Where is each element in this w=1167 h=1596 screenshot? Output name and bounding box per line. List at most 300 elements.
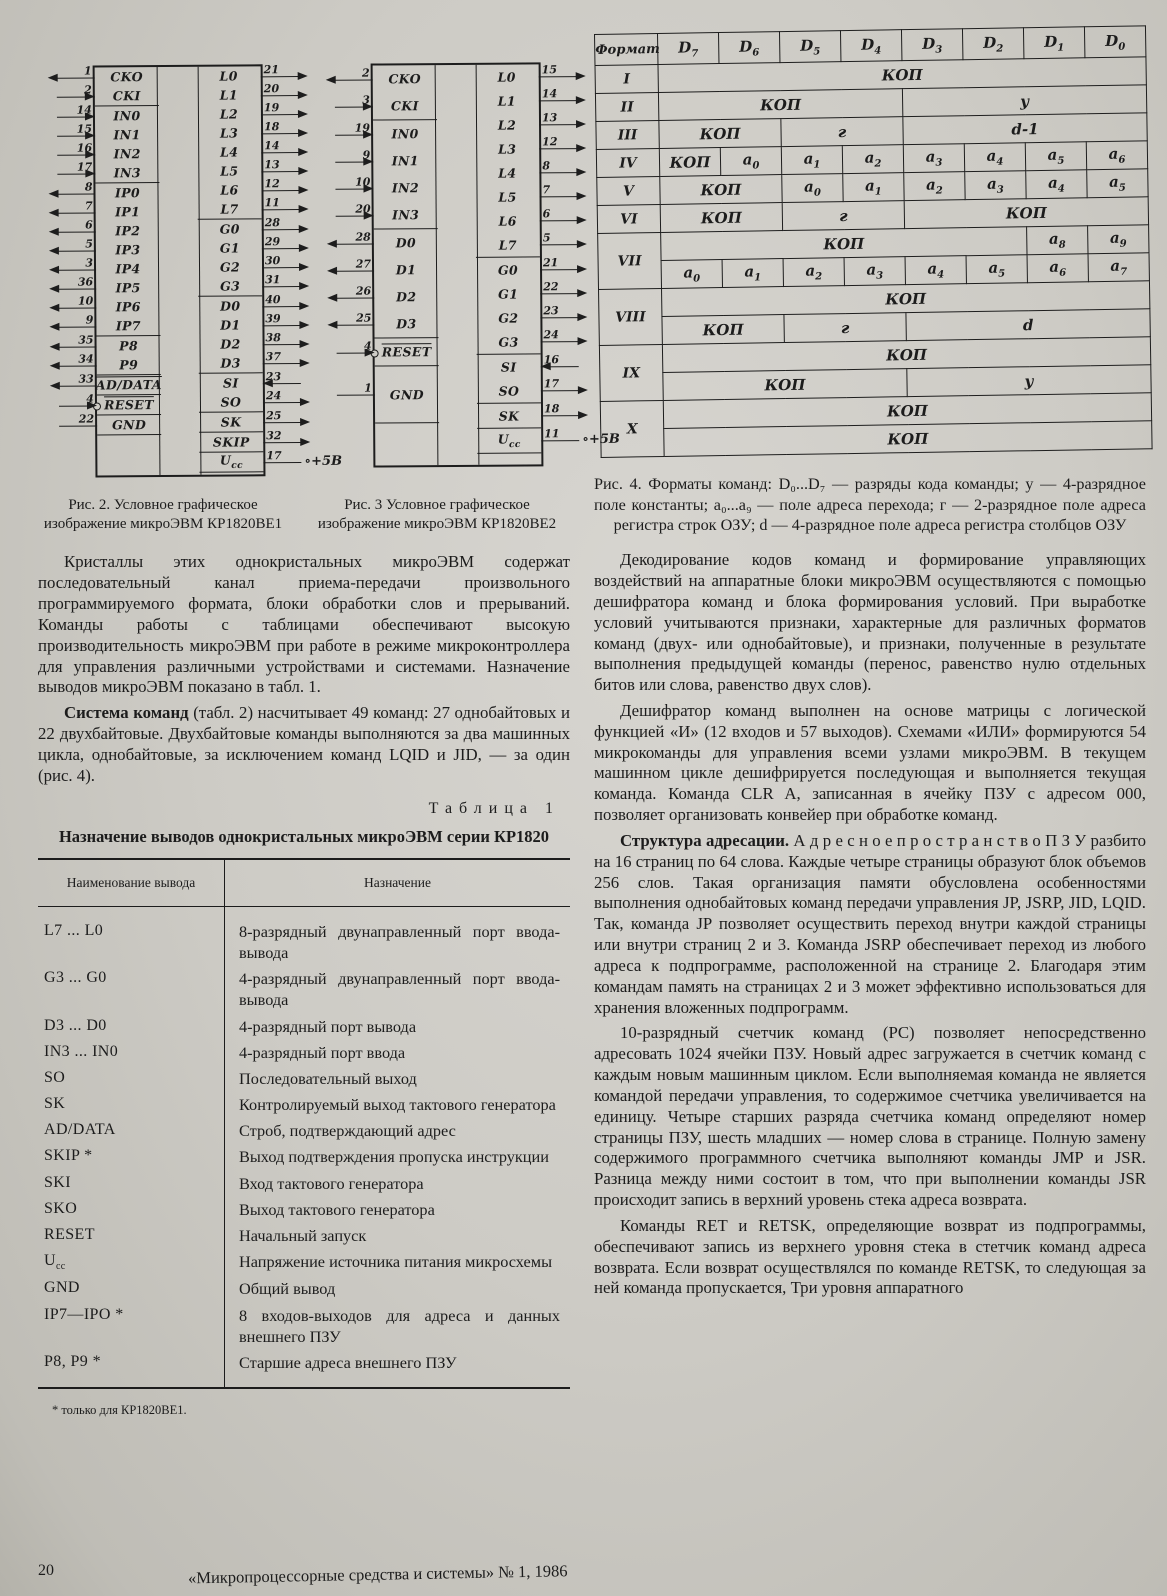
page-number: 20	[38, 1562, 54, 1579]
pin-row	[78, 351, 161, 374]
pin-description: 4-разрядный порт ввода	[239, 1042, 406, 1062]
pin-row	[362, 147, 437, 174]
figure-3-caption: Рис. 3 Условное графическое изображение микроЭВМ КР1820ВЕ2	[317, 497, 557, 533]
pin-row	[85, 217, 160, 240]
pin-row	[198, 330, 281, 353]
pin-label: RESET	[104, 397, 154, 413]
pin-label: IN1	[113, 127, 141, 143]
pin-label: IP2	[115, 223, 141, 239]
pin-number: 14	[541, 87, 558, 101]
pin-column	[354, 65, 439, 423]
pin-row	[85, 236, 160, 259]
pin-row	[85, 312, 160, 335]
pin-description: Последовательный выход	[239, 1068, 417, 1088]
pin-number: 2	[361, 66, 370, 80]
paragraph-lead: Система команд	[64, 703, 189, 723]
pin-name: G3 ... G0	[38, 966, 225, 1013]
pin-label: L6	[220, 182, 239, 198]
pin-label: L2	[497, 117, 517, 133]
pin-label: D2	[396, 289, 417, 305]
pin-name: L7 ... L0	[38, 906, 225, 965]
pin-group	[83, 63, 159, 106]
pin-row	[197, 62, 279, 85]
pin-number: 17	[76, 159, 93, 174]
pin-line	[261, 138, 299, 153]
format-label: III	[596, 120, 659, 149]
pin-number: 38	[265, 330, 281, 344]
pin-number: 28	[264, 215, 281, 229]
pin-label: $U_{cc}$	[219, 452, 243, 472]
pin-label: G0	[219, 221, 240, 237]
pin-label: SKIP	[212, 434, 250, 450]
pin-row	[355, 229, 438, 256]
pin-label: CKO	[388, 71, 422, 87]
pin-group	[78, 411, 161, 435]
pin-number: 16	[76, 140, 93, 155]
pin-number: 11	[264, 195, 280, 209]
pin-row	[475, 87, 558, 112]
pin-line	[57, 179, 95, 194]
pin-name: AD/DATA	[38, 1118, 225, 1144]
pin-number: 2	[84, 82, 92, 97]
pin-line	[541, 402, 579, 416]
pin-line	[539, 87, 577, 101]
pin-line	[58, 293, 96, 308]
pin-line	[262, 292, 300, 307]
pin-line	[263, 369, 301, 384]
pin-line	[262, 272, 300, 287]
pin-line	[261, 119, 299, 134]
pin-description: Строб, подтверждающий адрес	[239, 1121, 456, 1141]
pin-label: SK	[220, 414, 242, 430]
paragraph	[594, 831, 1146, 1018]
pin-label: L7	[498, 237, 518, 253]
format-field: d-1	[903, 113, 1147, 145]
pin-name: IP7—IPO *	[38, 1302, 225, 1349]
pin-row	[84, 198, 160, 221]
pin-row	[78, 332, 161, 355]
power-label: ∘+5В	[304, 453, 343, 469]
format-column-header: Формат	[595, 34, 658, 66]
pin-row	[84, 82, 159, 105]
pin-row	[354, 120, 437, 147]
paragraph: Кристаллы этих однокристальных микроЭВМ содержат последовательный канал приема-передачи произвольного программируемого формата, блоки обработки слов и прерываний. Команды работы с таблицами обеспечивают высокую производительность микроЭВМ при работе в режиме микроконтроллера для управления различными устройствами и системами. Назначение выводов микроЭВМ показано в табл. 1.	[38, 552, 570, 697]
figure-4-diagram	[594, 25, 1153, 458]
table-row	[38, 1092, 570, 1118]
pin-line	[541, 377, 579, 391]
pin-line	[57, 140, 95, 155]
format-field: $a_4$	[905, 256, 966, 285]
format-field: КОП	[658, 57, 1146, 93]
table-header-row	[38, 859, 570, 907]
pin-label: G3	[220, 278, 241, 294]
pin-row	[476, 207, 551, 232]
pin-row	[355, 283, 438, 310]
pin-label: IP0	[114, 185, 141, 201]
pin-label: L3	[497, 141, 517, 157]
format-label: VII	[598, 232, 662, 289]
pin-number: 22	[543, 280, 559, 294]
pin-label: CKI	[390, 98, 419, 114]
pin-column	[197, 62, 343, 472]
figure-4-caption: Рис. 4. Форматы команд: D₀...D₇ — разряды кода команды; у — 4-разрядное поле константы; a₀...a₉ — поле адреса перехода; г — 2-разрядное поле адреса регистра строк ОЗУ; d — 4-разрядное поле адреса регистра столбцов ОЗУ	[594, 475, 1146, 535]
pin-name: $U_{cc}$	[38, 1249, 225, 1276]
pin-description: Старшие адреса внешнего ПЗУ	[239, 1352, 457, 1372]
table-row	[38, 1065, 570, 1091]
pin-label: L6	[498, 213, 517, 229]
format-field: $a_9$	[1088, 225, 1149, 254]
format-field: $a_5$	[966, 255, 1027, 284]
pin-group	[355, 229, 439, 338]
pin-group	[78, 371, 162, 395]
pin-group	[198, 215, 281, 296]
pin-row	[477, 377, 560, 402]
pin-row	[199, 448, 343, 472]
pin-row	[199, 428, 282, 451]
pin-row	[78, 411, 161, 434]
pin-label: G3	[498, 334, 519, 350]
paragraph-text: (табл. 2) насчитывает 49 команд: 27 однобайтовых и 22 двухбайтовые. Двухбайтовые команды выполняются за два машинных цикла, однобайтовые, за исключением команд LQID и JID, — за один (рис. 4).	[38, 703, 570, 785]
pin-number: 6	[542, 207, 551, 221]
pin-row	[199, 388, 282, 411]
format-field: КОП	[659, 119, 781, 149]
pin-number: 3	[85, 255, 94, 270]
pin-line	[337, 381, 375, 396]
pin-label: G1	[498, 286, 519, 302]
pin-label: SO	[220, 394, 242, 410]
format-label: X	[600, 400, 664, 457]
pin-line	[336, 284, 374, 298]
pin-number: 17	[266, 448, 282, 462]
format-field: г	[784, 313, 906, 343]
pin-name: SO	[38, 1065, 225, 1091]
pin-label: RESET	[381, 344, 432, 360]
format-field: $a_5$	[1087, 169, 1148, 198]
pin-row	[197, 119, 280, 142]
pin-line	[263, 408, 301, 423]
pin-group	[477, 353, 560, 403]
pin-name: IN3 ... IN0	[38, 1039, 225, 1065]
pin-number: 27	[355, 257, 372, 271]
pin-row	[198, 253, 281, 276]
pin-row	[475, 135, 558, 160]
pin-line	[261, 62, 299, 77]
pin-number: 15	[541, 63, 558, 77]
format-field: $a_2$	[842, 145, 903, 174]
pin-number: 12	[264, 176, 280, 190]
pin-row	[197, 81, 280, 104]
pin-row	[77, 274, 160, 297]
pin-label: IP3	[115, 242, 141, 258]
pin-line	[59, 371, 97, 386]
bit-header: $D_0$	[1084, 26, 1145, 58]
bit-header: $D_7$	[658, 33, 719, 65]
format-field: КОП	[663, 393, 1151, 429]
pin-group	[76, 102, 160, 183]
pin-row	[198, 311, 281, 334]
figure-2-diagram	[43, 52, 343, 478]
pin-label: SI	[222, 375, 239, 391]
pin-label: L2	[219, 106, 239, 122]
pin-number: 17	[543, 377, 560, 391]
pin-number: 11	[544, 427, 560, 441]
table-row	[38, 1118, 570, 1144]
format-field: $a_1$	[722, 259, 783, 288]
format-field: у	[902, 85, 1146, 117]
pin-label: IN3	[113, 165, 141, 181]
format-field: $a_0$	[720, 147, 781, 176]
pin-assignment-table	[38, 858, 570, 1389]
table-row	[38, 1170, 570, 1196]
pin-number: 18	[543, 402, 560, 416]
pin-row	[198, 215, 281, 238]
pin-number: 9	[85, 312, 94, 327]
pin-row	[355, 256, 438, 283]
format-label: I	[595, 64, 658, 93]
paragraph-lead: Структура адресации.	[620, 830, 790, 850]
pin-number: 37	[265, 349, 282, 363]
pin-number: 23	[265, 369, 282, 383]
pin-number: 25	[356, 311, 372, 325]
format-field: г	[782, 201, 904, 231]
pin-label: IP6	[115, 299, 141, 315]
format-field: КОП	[664, 421, 1152, 457]
pin-number: 4	[363, 339, 372, 353]
pin-number: 20	[263, 81, 280, 95]
column-header-name: Наименование вывода	[38, 859, 225, 907]
pin-number: 8	[542, 159, 551, 173]
pin-row	[85, 255, 160, 278]
pin-line	[261, 157, 299, 172]
pin-name: SKI	[38, 1170, 225, 1196]
pin-line	[539, 135, 577, 149]
format-field: d	[906, 309, 1150, 341]
pin-row	[476, 280, 559, 305]
format-field: КОП	[660, 175, 782, 205]
pin-label: GND	[389, 386, 425, 402]
pin-number: 29	[264, 234, 281, 248]
pin-name: GND	[38, 1276, 225, 1302]
pin-line	[337, 339, 375, 353]
pin-line	[59, 351, 97, 366]
format-field: $a_6$	[1027, 254, 1088, 283]
pin-row	[197, 138, 280, 161]
format-field: КОП	[661, 227, 1027, 261]
pin-group	[199, 369, 282, 412]
pin-number: 13	[264, 157, 280, 171]
pin-group	[86, 391, 161, 415]
bit-header: $D_6$	[718, 32, 779, 64]
pin-line	[59, 391, 97, 406]
pin-name: P8, P9 *	[38, 1349, 225, 1388]
pin-label: G1	[219, 240, 241, 256]
pin-number: 15	[76, 121, 93, 136]
format-field: $a_3$	[965, 171, 1026, 200]
format-label: II	[595, 92, 658, 121]
pin-row	[476, 256, 559, 281]
pin-label: IP5	[115, 280, 141, 296]
bit-header: $D_3$	[901, 29, 962, 61]
pin-number: 9	[362, 148, 371, 162]
pin-row	[475, 111, 558, 136]
format-field: $a_7$	[1088, 253, 1149, 282]
pin-label: CKI	[112, 88, 141, 104]
pin-number: 39	[265, 311, 281, 325]
pin-number: 14	[264, 138, 280, 152]
pin-row	[477, 427, 620, 452]
left-column	[38, 52, 620, 1418]
pin-row	[86, 391, 161, 414]
pin-number: 4	[86, 391, 94, 406]
pin-group	[361, 65, 437, 120]
pin-label: L0	[219, 68, 238, 84]
pin-line	[59, 332, 97, 347]
pinout-figures	[43, 50, 620, 478]
format-field: $a_5$	[1025, 142, 1086, 171]
pin-label: P8	[119, 338, 139, 354]
format-field: $a_0$	[782, 174, 843, 203]
pin-label: L4	[220, 144, 239, 160]
pin-label: L1	[497, 93, 517, 109]
pin-row	[78, 371, 162, 394]
paragraph-text: А д р е с н о е п р о с т р а н с т в о П З У разбито на 16 страниц по 64 слова. Каждые четыре страницы образуют блок объемов 256 слов. Такая организация памяти обусловлена особенностями выполнения однобайтовых команд передачи управления JP, JSRP, JID, LQID. Так, команда JP позволяет осуществить переход внутри каждой страницы или внутри страниц 2 и 3. Команда JSRP обеспечивает переход из любого адреса к подпрограмме, расположенной на странице 2. Благодаря этим командам память на страницах 2 и 3 может эффективно использоваться для хранения вложенных подпрограмм.	[594, 830, 1146, 1017]
format-field: $a_4$	[1026, 170, 1087, 199]
pin-description: Напряжение источника питания микросхемы	[239, 1252, 553, 1272]
pin-number: 24	[543, 328, 559, 342]
right-column	[594, 31, 1146, 1304]
pin-label: CKO	[110, 69, 144, 85]
pin-description: Выход тактового генератора	[239, 1199, 435, 1219]
pin-number: 13	[541, 111, 558, 125]
pin-number: 18	[263, 119, 280, 133]
format-label: IV	[596, 148, 659, 177]
format-field: $a_8$	[1027, 226, 1088, 255]
pin-line	[57, 159, 95, 174]
command-formats-table	[594, 25, 1153, 458]
pin-description: Выход подтверждения пропуска инструкции	[239, 1147, 549, 1167]
pin-row	[76, 140, 159, 163]
pin-number: 19	[354, 121, 371, 135]
pin-number: 28	[355, 230, 371, 244]
pin-group	[476, 256, 559, 354]
pin-label: IN0	[113, 108, 141, 124]
format-label: IX	[599, 344, 663, 401]
table-row	[38, 1013, 570, 1039]
pin-label: $U_{cc}$	[497, 431, 521, 450]
chip-outline	[354, 62, 620, 467]
column-header-purpose: Назначение	[225, 859, 571, 907]
pin-line	[540, 231, 578, 245]
pin-label: L7	[220, 201, 239, 217]
pin-line	[335, 175, 373, 189]
pin-label: IP4	[115, 261, 141, 277]
pin-line	[336, 230, 374, 244]
pin-row	[476, 231, 551, 256]
pin-description: Контролируемый выход тактового генератора	[239, 1095, 556, 1115]
pin-line	[540, 280, 578, 294]
inversion-circle	[93, 402, 101, 410]
pin-label: IN0	[391, 126, 419, 142]
pin-line	[336, 257, 374, 271]
bit-header: $D_5$	[779, 31, 840, 63]
pin-number: 3	[362, 93, 370, 107]
pin-line	[541, 427, 620, 448]
table1-title: Назначение выводов однокристальных микроЭВМ серии КР1820	[58, 827, 550, 847]
pin-line	[336, 311, 374, 325]
pin-number: 36	[77, 274, 94, 289]
pin-number: 25	[266, 408, 282, 422]
table1-footnote: * только для КР1820ВЕ1.	[52, 1403, 187, 1418]
format-field: КОП	[663, 369, 907, 401]
pin-label: G0	[497, 262, 519, 278]
pin-row	[197, 100, 280, 123]
pin-line	[540, 207, 578, 221]
paragraph	[38, 703, 570, 786]
table-row	[38, 1249, 570, 1276]
pin-line	[58, 236, 96, 251]
pin-number: 33	[78, 371, 94, 386]
pin-line	[57, 82, 95, 97]
pin-number: 22	[78, 411, 95, 426]
table-row	[38, 906, 570, 965]
inversion-circle	[371, 349, 379, 357]
table-row	[38, 966, 570, 1013]
pin-description: 4-разрядный порт вывода	[239, 1016, 417, 1036]
pin-line	[58, 255, 96, 270]
pin-label: IN2	[391, 180, 420, 196]
pin-name: RESET	[38, 1222, 225, 1248]
format-label: VIII	[599, 288, 663, 345]
pin-line	[262, 311, 300, 326]
pin-number: 10	[355, 175, 371, 189]
pin-group	[475, 63, 558, 257]
pin-number: 21	[263, 62, 279, 76]
pin-label: SO	[498, 383, 520, 399]
table-row	[38, 1276, 570, 1302]
format-field: $a_1$	[781, 146, 842, 175]
pin-group	[354, 120, 438, 229]
pin-group	[199, 448, 343, 472]
pin-row	[197, 157, 280, 180]
pin-line	[335, 66, 373, 80]
pin-description: Общий вывод	[239, 1279, 336, 1299]
pin-row	[356, 310, 438, 337]
format-field: КОП	[658, 89, 902, 121]
pin-label: SI	[500, 359, 517, 375]
chip-kr1820ve2	[354, 62, 620, 467]
pin-row	[198, 234, 281, 257]
pin-description: 4-разрядный двунаправленный порт ввода-вывода	[239, 969, 560, 1010]
pin-label: SK	[498, 408, 520, 424]
format-field: у	[907, 365, 1151, 397]
format-field: $a_1$	[843, 173, 904, 202]
pin-row	[198, 272, 281, 295]
pin-row	[199, 408, 282, 431]
pin-name: SKIP *	[38, 1144, 225, 1170]
pin-group	[198, 292, 282, 373]
pin-row	[83, 63, 159, 86]
pin-line	[58, 198, 96, 213]
pin-label: D3	[396, 316, 417, 332]
pin-label: L1	[219, 87, 239, 103]
format-field: $a_3$	[844, 257, 905, 286]
pin-label: D1	[220, 317, 241, 333]
pin-number: 34	[78, 351, 94, 366]
format-field: КОП	[662, 315, 784, 345]
pin-line	[540, 256, 578, 270]
pin-group	[199, 428, 282, 452]
pin-label: IP7	[115, 318, 142, 334]
